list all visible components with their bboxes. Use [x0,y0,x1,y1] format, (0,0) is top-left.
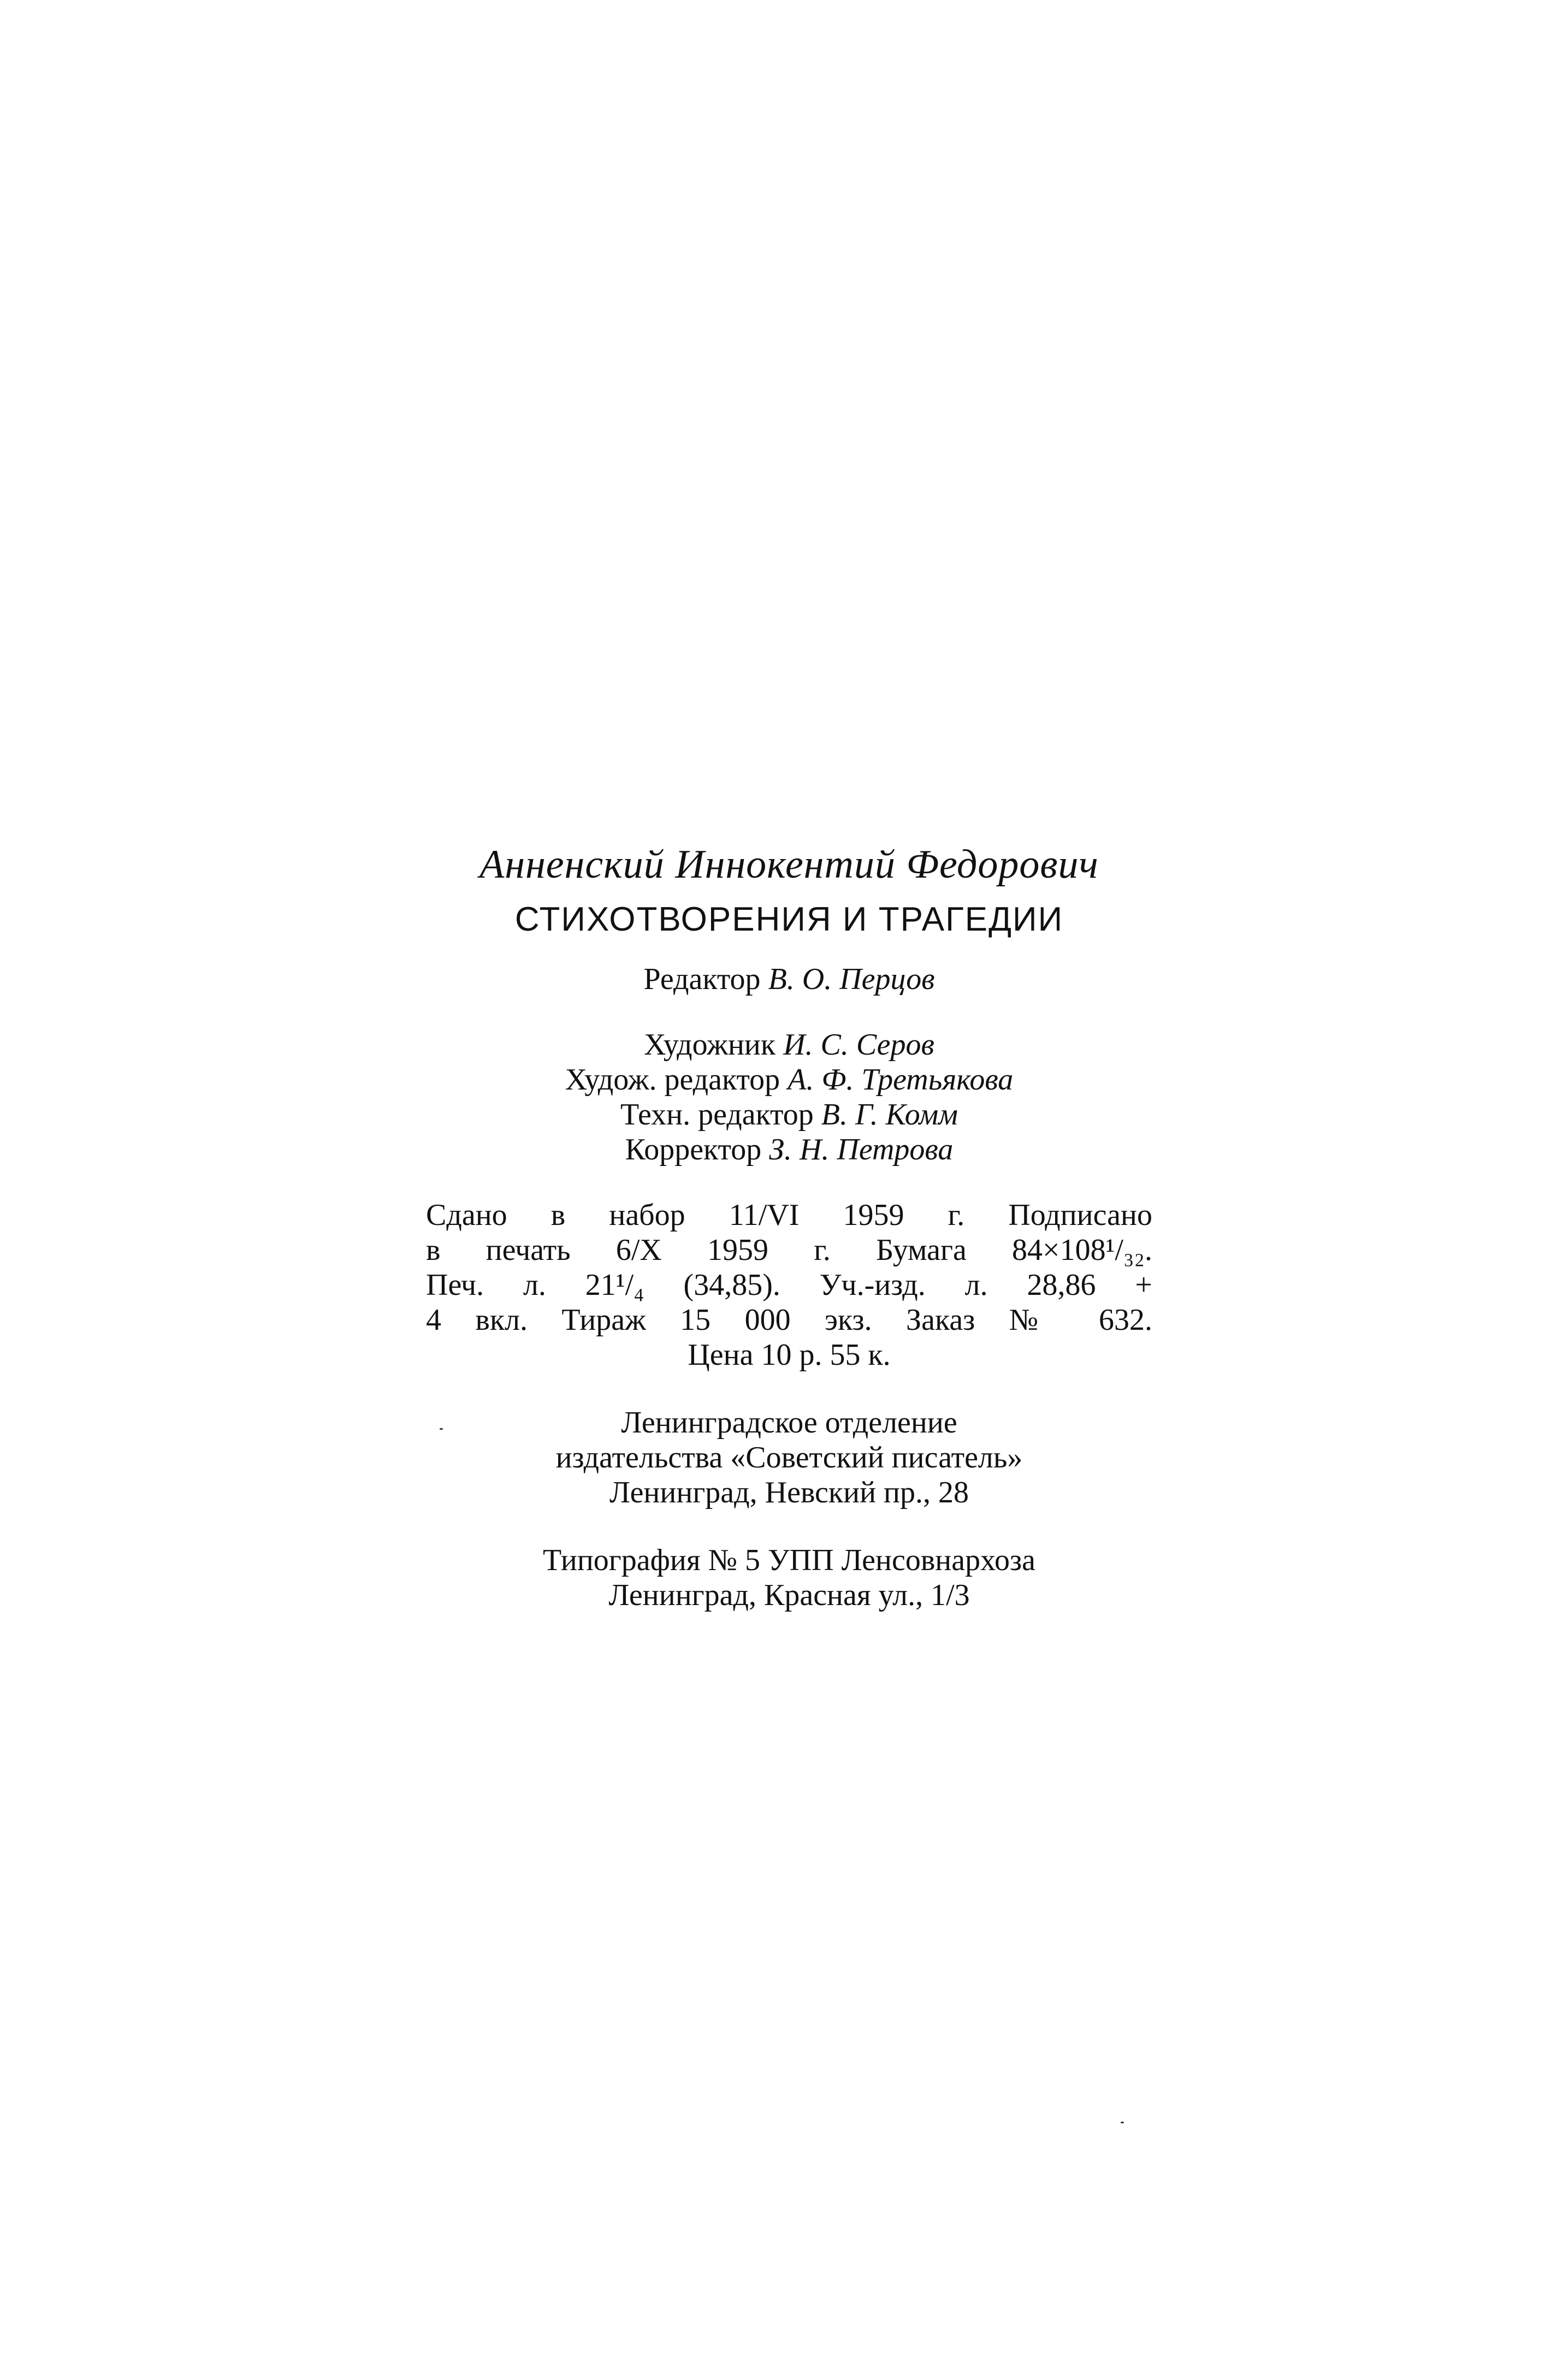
publisher-address: Ленинград, Невский пр., 28 [609,1476,969,1509]
printer-line: Типография № 5 УПП Ленсовнархоза [543,1543,1035,1577]
colophon-block [426,838,1152,1613]
publisher-block [426,1405,1152,1510]
printer-block [426,1543,1152,1613]
book-title: СТИХОТВОРЕНИЯ И ТРАГЕДИИ [514,901,1064,938]
printer-address: Ленинград, Красная ул., 1/3 [608,1578,970,1612]
credit-name: И. С. Серов [783,1028,934,1062]
credit-role: Художник [644,1028,776,1062]
credit-editor [426,962,1152,997]
publisher-line: Ленинградское отделение [621,1406,957,1440]
publisher-line: издательства «Советский писатель» [555,1441,1023,1475]
credit-art-editor [426,1062,1152,1097]
credit-name: В. Г. Комм [821,1098,958,1132]
credit-role: Техн. редактор [620,1098,814,1132]
price-line: Цена 10 р. 55 к. [688,1338,891,1372]
print-speck [440,1428,443,1430]
credit-name: З. Н. Петрова [769,1133,954,1167]
imprint-line: в печать 6/X 1959 г. Бумага 84×108¹/₃₂. [426,1233,1152,1267]
credit-role: Редактор [643,962,761,996]
imprint-details [426,1198,1152,1372]
credit-role: Худож. редактор [565,1063,780,1097]
credit-proofreader [426,1132,1152,1167]
credit-name: А. Ф. Третьякова [788,1063,1014,1097]
credit-name: В. О. Перцов [768,962,935,996]
credits-list [426,1027,1152,1167]
imprint-line: Сдано в набор 11/VI 1959 г. Подписано [426,1198,1152,1232]
author-name: Анненский Иннокентий Федорович [479,842,1099,887]
credit-tech-editor [426,1097,1152,1132]
print-speck [1121,2122,1124,2123]
credit-role: Корректор [625,1133,762,1167]
credit-artist [426,1027,1152,1062]
imprint-line: Печ. л. 21¹/₄ (34,85). Уч.-изд. л. 28,86 + [426,1268,1152,1302]
imprint-line: 4 вкл. Тираж 15 000 экз. Заказ № 632. [426,1303,1152,1337]
